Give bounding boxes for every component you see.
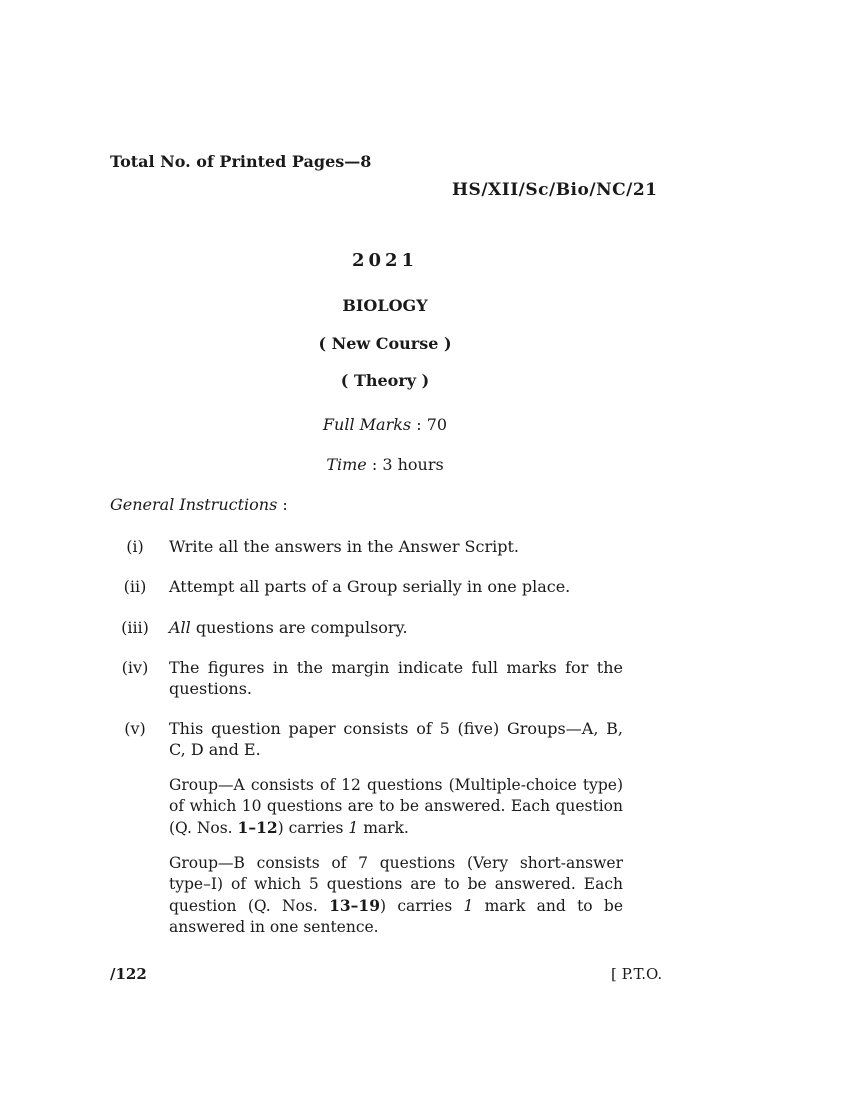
general-instructions-label: General Instructions	[110, 495, 278, 514]
paper-code: HS/XII/Sc/Bio/NC/21	[452, 180, 658, 200]
instruction-number: (v)	[124, 719, 146, 738]
group-b-marks: 1	[463, 897, 474, 915]
exam-year: 2021	[351, 250, 419, 271]
time-label: Time	[326, 455, 367, 474]
group-a-marks: 1	[348, 819, 359, 837]
general-instructions-heading	[110, 495, 288, 514]
group-a-text: Group—A consists of 12 questions (Multiple-choice type) of which 10 questions are to be answered. Each question (Q. Nos.	[169, 776, 623, 837]
heading-colon: :	[282, 495, 288, 514]
instruction-number: (iv)	[121, 658, 149, 677]
time-value: : 3 hours	[371, 455, 444, 474]
group-a-text-end: mark.	[358, 819, 409, 837]
course-label: ( New Course )	[318, 334, 452, 353]
instruction-text: This question paper consists of 5 (five) Groups—A, B, C, D and E.	[169, 719, 623, 759]
group-a-description	[169, 775, 623, 839]
group-b-text-end: mark and to be answered in one sentence.	[169, 897, 624, 936]
full-marks	[0, 415, 770, 434]
instruction-emphasis: All	[169, 618, 191, 637]
instruction-text-rest: questions are compulsory.	[190, 618, 408, 637]
instruction-text	[169, 617, 623, 638]
paper-type-label: ( Theory )	[340, 371, 430, 390]
group-b-description	[169, 853, 623, 938]
instruction-number: (ii)	[123, 577, 147, 596]
printed-pages-count: Total No. of Printed Pages—8	[110, 152, 372, 171]
group-b-question-numbers: 13–19	[329, 896, 380, 915]
instruction-number: (i)	[126, 537, 144, 556]
group-b-text: Group—B consists of 7 questions (Very short-answer type–I) of which 5 questions are to be answered. Each question (Q. Nos.	[169, 854, 623, 915]
instruction-text: The figures in the margin indicate full marks for the questions.	[169, 658, 623, 698]
instruction-text: Attempt all parts of a Group serially in one place.	[169, 577, 571, 596]
group-a-question-numbers: 1–12	[237, 818, 278, 837]
group-b-text-mid: ) carries	[379, 897, 464, 915]
group-a-text-mid: ) carries	[277, 819, 349, 837]
time-allowed	[0, 455, 770, 474]
footer-code: /122	[110, 965, 147, 983]
full-marks-label: Full Marks	[322, 415, 412, 434]
full-marks-value: : 70	[416, 415, 448, 434]
subject-title: BIOLOGY	[342, 296, 428, 315]
footer-pto: [ P.T.O.	[611, 965, 663, 983]
instruction-text: Write all the answers in the Answer Script.	[169, 537, 519, 556]
instruction-number: (iii)	[121, 618, 149, 637]
